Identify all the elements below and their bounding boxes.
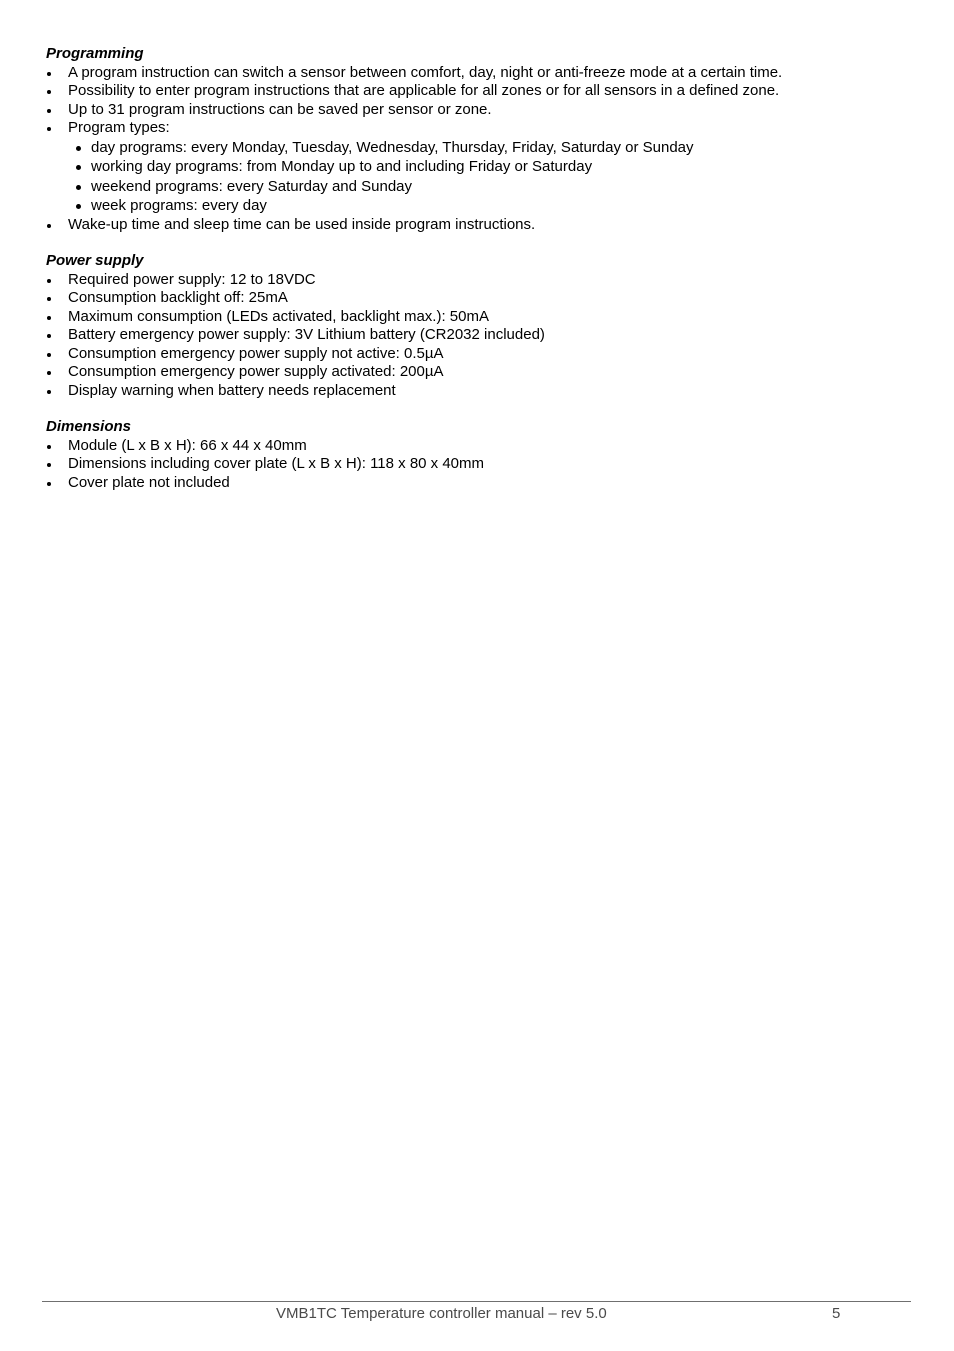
- list-item: Maximum consumption (LEDs activated, backlight max.): 50mA: [46, 308, 926, 327]
- sub-list-item: week programs: every day: [46, 196, 926, 216]
- list-item: Consumption emergency power supply not active: 0.5µA: [46, 345, 926, 364]
- page-footer: [0, 1305, 954, 1323]
- sub-list-item: day programs: every Monday, Tuesday, Wednesday, Thursday, Friday, Saturday or Sunday: [46, 138, 926, 158]
- dimensions-section: [46, 418, 926, 492]
- program-types-list: [46, 138, 926, 216]
- list-item: Wake-up time and sleep time can be used inside program instructions.: [46, 216, 926, 235]
- list-item: Cover plate not included: [46, 474, 926, 493]
- programming-section: [46, 45, 926, 234]
- dimensions-heading: Dimensions: [46, 418, 132, 435]
- list-item: Display warning when battery needs replacement: [46, 382, 926, 401]
- footer-divider: [42, 1301, 911, 1302]
- programming-heading: Programming: [46, 45, 144, 62]
- sub-list-item: weekend programs: every Saturday and Sunday: [46, 177, 926, 197]
- power-supply-list: [46, 271, 926, 401]
- sub-list-item: working day programs: from Monday up to and including Friday or Saturday: [46, 157, 926, 177]
- list-item: Module (L x B x H): 66 x 44 x 40mm: [46, 437, 926, 456]
- list-item: Consumption backlight off: 25mA: [46, 289, 926, 308]
- power-supply-heading: Power supply: [46, 252, 144, 269]
- page-number: 5: [832, 1305, 841, 1322]
- list-item: A program instruction can switch a sensor between comfort, day, night or anti-freeze mode at a certain time.: [46, 64, 926, 83]
- programming-list-continued: [46, 216, 926, 235]
- list-item: Up to 31 program instructions can be saved per sensor or zone.: [46, 101, 926, 120]
- list-item: Battery emergency power supply: 3V Lithium battery (CR2032 included): [46, 326, 926, 345]
- programming-list: [46, 64, 926, 138]
- power-supply-section: [46, 252, 926, 400]
- footer-title: VMB1TC Temperature controller manual – rev 5.0: [276, 1305, 607, 1322]
- list-item: Program types:: [46, 119, 926, 138]
- dimensions-list: [46, 437, 926, 493]
- list-item: Consumption emergency power supply activated: 200µA: [46, 363, 926, 382]
- list-item: Possibility to enter program instructions that are applicable for all zones or for all sensors in a defined zone.: [46, 82, 926, 101]
- list-item: Required power supply: 12 to 18VDC: [46, 271, 926, 290]
- list-item: Dimensions including cover plate (L x B x H): 118 x 80 x 40mm: [46, 455, 926, 474]
